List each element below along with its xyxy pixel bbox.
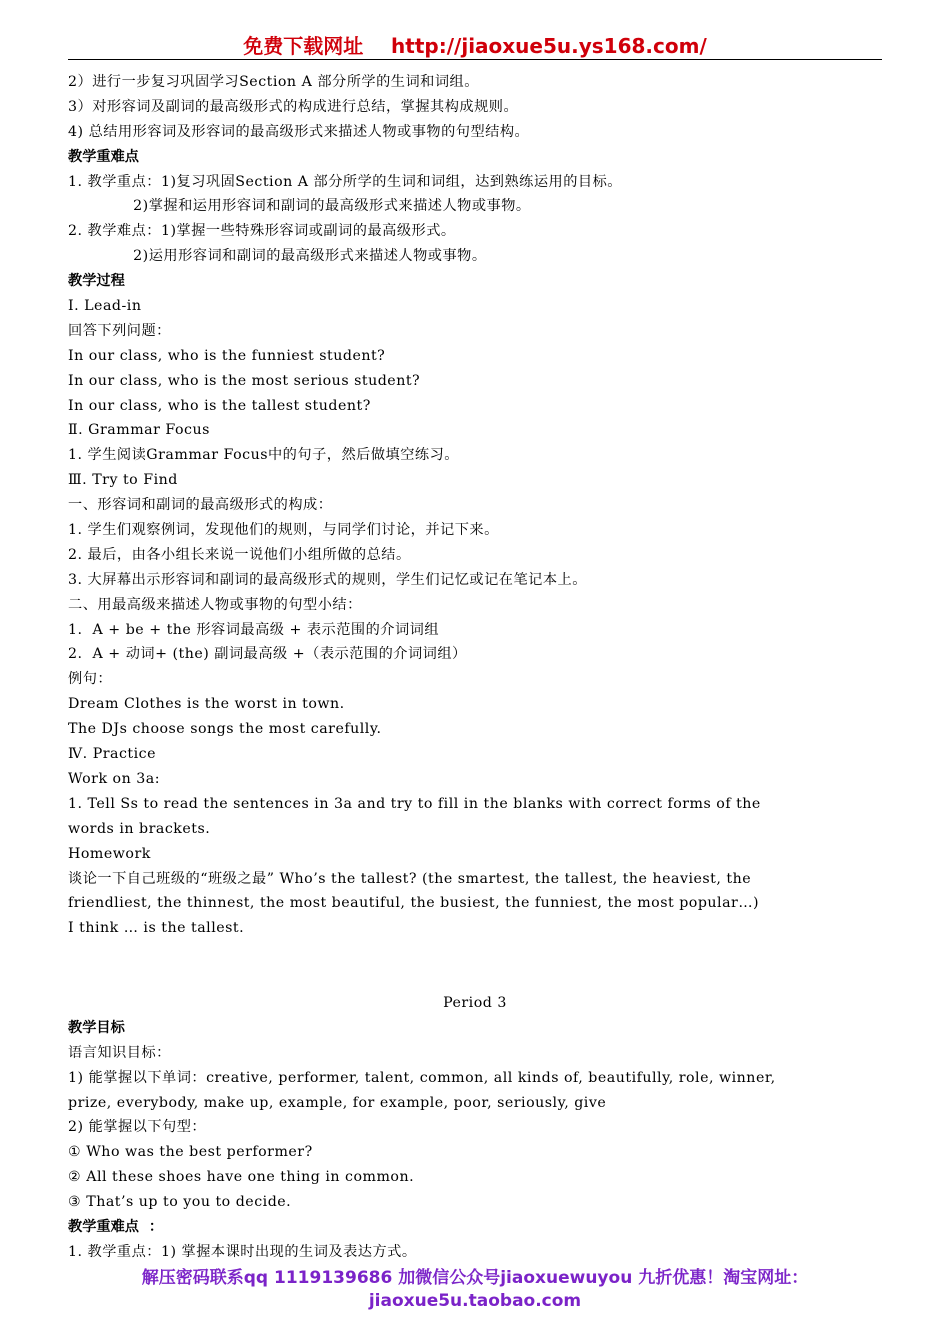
section-heading: 教学过程 [68,273,125,290]
text-line: 1) 能掌握以下单词：creative, performer, talent, common, all kinds of, beautifully, role, winner, [68,1069,776,1086]
document-body [68,70,882,1265]
section-heading: 教学目标 [68,1019,125,1036]
text-line: ① Who was the best performer? [68,1144,313,1161]
text-line: 二、用最高级来描述人物或事物的句型小结： [68,596,362,613]
section-heading: 教学重难点 ： [68,1218,164,1235]
text-line: Ⅳ. Practice [68,746,157,763]
text-line: Ⅱ. Grammar Focus [68,422,210,439]
text-line: 2. 教学难点：1)掌握一些特殊形容词或副词的最高级形式。 [68,223,456,240]
text-line: 2)掌握和运用形容词和副词的最高级形式来描述人物或事物。 [68,198,531,215]
page-header-link[interactable]: 免费下载网址 http://jiaoxue5u.ys168.com/ [243,34,707,58]
text-line: 3）对形容词及副词的最高级形式的构成进行总结，掌握其构成规则。 [68,98,519,115]
text-line: 4) 总结用形容词及形容词的最高级形式来描述人物或事物的句型结构。 [68,123,530,140]
text-line: 2）进行一步复习巩固学习Section A 部分所学的生词和词组。 [68,74,479,90]
text-line: 1. 教学重点：1) 掌握本课时出现的生词及表达方式。 [68,1243,417,1260]
text-line: In our class, who is the most serious student? [68,372,421,389]
text-line: In our class, who is the tallest student? [68,397,371,414]
page-footer [0,1267,950,1313]
period-title: Period 3 [443,994,507,1011]
text-line: 1. 教学重点：1)复习巩固Section A 部分所学的生词和词组，达到熟练运用的目标。 [68,173,622,190]
text-line: 1. Tell Ss to read the sentences in 3a and try to fill in the blanks with correct forms of the [68,795,761,812]
section-heading: 教学重难点 [68,148,139,165]
text-line: Ⅲ. Try to Find [68,472,178,489]
text-line: ② All these shoes have one thing in common. [68,1169,415,1186]
footer-line-2: jiaoxue5u.taobao.com [368,1291,582,1311]
text-line: friendliest, the thinnest, the most beautiful, the busiest, the funniest, the most popular…) [68,895,760,912]
text-line: Homework [68,845,151,862]
text-line: 2. 最后，由各小组长来说一说他们小组所做的总结。 [68,546,411,563]
text-line: 2) 能掌握以下句型： [68,1119,207,1136]
footer-line-1: 解压密码联系qq 1119139686 加微信公众号jiaoxuewuyou 九折优惠！淘宝网址： [141,1268,809,1288]
text-line: 谈论一下自己班级的“班级之最” Who’s the tallest? (the smartest, the tallest, the heaviest, the [68,870,752,887]
text-line [68,941,882,966]
text-line: words in brackets. [68,820,211,837]
text-line: In our class, who is the funniest student? [68,347,386,364]
text-line: Work on 3a: [68,770,161,787]
text-line: 3. 大屏幕出示形容词和副词的最高级形式的规则，学生们记忆或记在笔记本上。 [68,571,587,588]
text-line: Ⅰ. Lead-in [68,298,142,315]
text-line: 1. 学生阅读Grammar Focus中的句子，然后做填空练习。 [68,447,459,464]
text-line [68,966,882,991]
text-line: 1. 学生们观察例词，发现他们的规则，与同学们讨论，并记下来。 [68,522,499,539]
text-line: prize, everybody, make up, example, for example, poor, seriously, give [68,1094,607,1111]
text-line: Dream Clothes is the worst in town. [68,696,345,713]
text-line: 例句： [68,671,113,688]
text-line: The DJs choose songs the most carefully. [68,721,382,738]
text-line: 语言知识目标： [68,1044,171,1061]
text-line: 1. A + be + the 形容词最高级 + 表示范围的介词词组 [68,621,440,638]
text-line: 2)运用形容词和副词的最高级形式来描述人物或事物。 [68,248,487,265]
text-line: ③ That’s up to you to decide. [68,1194,292,1211]
text-line: I think … is the tallest. [68,920,245,937]
header-divider [68,59,882,60]
text-line: 2. A + 动词+ (the) 副词最高级 +（表示范围的介词词组） [68,646,467,663]
text-line: 一、形容词和副词的最高级形式的构成： [68,497,333,514]
text-line: 回答下列问题： [68,322,171,339]
